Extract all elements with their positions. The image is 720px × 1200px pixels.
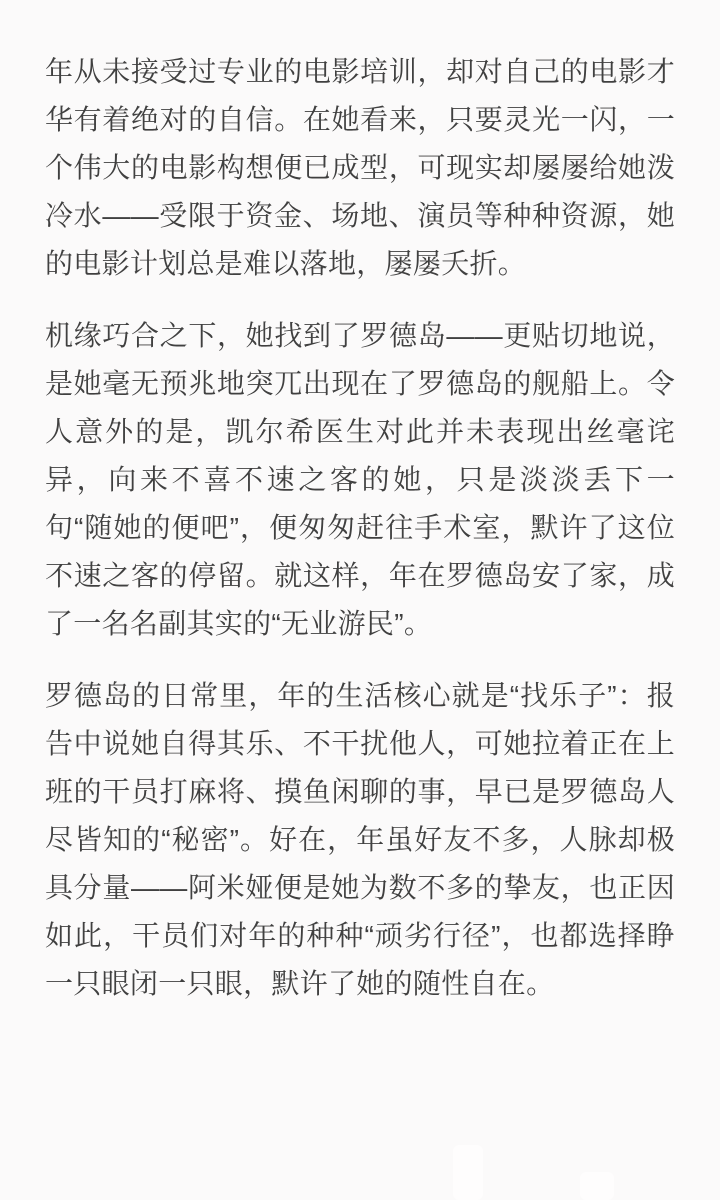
paragraph-1: 年从未接受过专业的电影培训，却对自己的电影才华有着绝对的自信。在她看来，只要灵光一闪，一个伟大的电影构想便已成型，可现实却屡屡给她泼冷水——受限于资金、场地、演员等种种资源，她的电影计划总是难以落地，屡屡夭折。: [45, 56, 675, 279]
paragraph-3: 罗德岛的日常里，年的生活核心就是“找乐子”：报告中说她自得其乐、不干扰他人，可她拉着正在上班的干员打麻将、摸鱼闲聊的事，早已是罗德岛人尽皆知的“秘密”。好在，年虽好友不多，人脉却极具分量——阿米娅便是她为数不多的挚友，也正因如此，干员们对年的种种“顽劣行径”，也都选择睁一只眼闭一只眼，默许了她的随性自在。: [45, 680, 675, 999]
paragraph-2: 机缘巧合之下，她找到了罗德岛——更贴切地说，是她毫无预兆地突兀出现在了罗德岛的舰船上。令人意外的是，凯尔希医生对此并未表现出丝毫诧异，向来不喜不速之客的她，只是淡淡丢下一句“随她的便吧”，便匆匆赶往手术室，默许了这位不速之客的停留。就这样，年在罗德岛安了家，成了一名名副其实的“无业游民”。: [45, 320, 675, 639]
faint-watermark-shape: [453, 1145, 483, 1200]
faint-watermark-shape: [580, 1172, 614, 1200]
